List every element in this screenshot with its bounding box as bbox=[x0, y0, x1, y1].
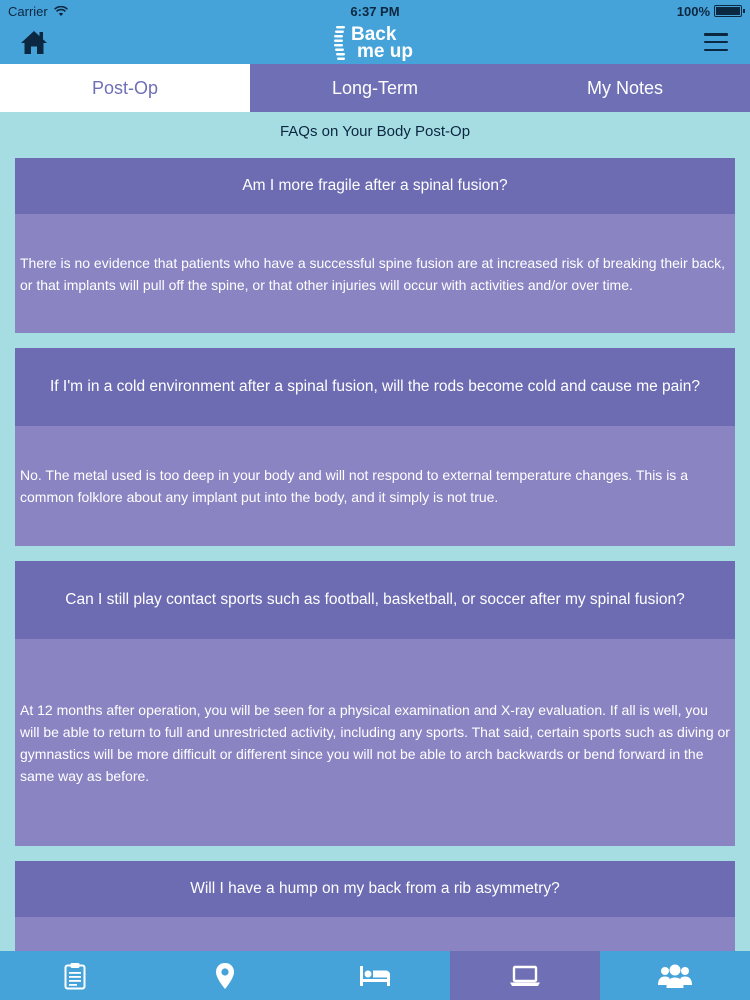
battery-percent: 100% bbox=[676, 3, 710, 19]
group-icon bbox=[658, 963, 692, 989]
status-bar bbox=[0, 0, 750, 22]
faq-card bbox=[15, 561, 735, 846]
bottom-tab-bar bbox=[0, 951, 750, 1000]
logo-line-1: Back bbox=[351, 24, 397, 45]
faq-card bbox=[15, 861, 735, 951]
faq-question[interactable]: Am I more fragile after a spinal fusion? bbox=[15, 158, 735, 214]
map-pin-icon bbox=[215, 962, 235, 990]
laptop-icon bbox=[509, 965, 541, 987]
tab-long-term[interactable]: Long-Term bbox=[250, 64, 500, 112]
home-icon bbox=[20, 29, 48, 55]
wifi-icon bbox=[54, 6, 68, 17]
tabbar-item-laptop[interactable] bbox=[450, 951, 600, 1000]
home-button[interactable] bbox=[20, 29, 48, 55]
spine-logo-icon bbox=[333, 24, 347, 62]
tabbar-item-bed[interactable] bbox=[300, 951, 450, 1000]
app-logo bbox=[333, 22, 413, 64]
clipboard-icon bbox=[64, 962, 86, 990]
battery-fill bbox=[716, 7, 740, 15]
faq-question[interactable]: Can I still play contact sports such as football, basketball, or soccer after my spinal fusion? bbox=[15, 561, 735, 639]
tabbar-item-clipboard[interactable] bbox=[0, 951, 150, 1000]
faq-question[interactable]: Will I have a hump on my back from a rib asymmetry? bbox=[15, 861, 735, 917]
tab-post-op[interactable]: Post-Op bbox=[0, 64, 250, 112]
tabbar-item-location[interactable] bbox=[150, 951, 300, 1000]
bed-icon bbox=[359, 965, 391, 987]
battery-group bbox=[677, 4, 742, 19]
status-time: 6:37 PM bbox=[350, 3, 400, 19]
faq-answer bbox=[15, 917, 735, 951]
tab-my-notes[interactable]: My Notes bbox=[500, 64, 750, 112]
menu-button[interactable] bbox=[704, 33, 728, 51]
faq-question[interactable]: If I'm in a cold environment after a spinal fusion, will the rods become cold and cause me pain? bbox=[15, 348, 735, 426]
hamburger-menu-icon bbox=[704, 33, 728, 36]
faq-answer: At 12 months after operation, you will be seen for a physical examination and X-ray evaluation. If all is well, you will be able to return to full and unrestricted activity, including any sports. That said, certain sports such as diving or gymnastics will be more difficult or different since you will not be able to arch backwards or bend forward in the same way as before. bbox=[20, 701, 730, 784]
battery-icon bbox=[714, 5, 742, 17]
faq-answer: No. The metal used is too deep in your body and will not respond to external temperature changes. This is a common folklore about any implant put into the body, and it simply is not true. bbox=[20, 467, 688, 505]
carrier-group bbox=[8, 4, 68, 19]
faq-card bbox=[15, 348, 735, 546]
segment-tabs bbox=[0, 64, 750, 112]
navigation-bar bbox=[0, 22, 750, 64]
faq-answer: There is no evidence that patients who have a successful spine fusion are at increased risk of breaking their back, or that implants will pull off the spine, or that other injuries will occur with activities and/or over time. bbox=[20, 254, 726, 293]
faq-card bbox=[15, 158, 735, 333]
tabbar-item-group[interactable] bbox=[600, 951, 750, 1000]
section-title: FAQs on Your Body Post-Op bbox=[279, 122, 471, 140]
carrier-label: Carrier bbox=[8, 3, 48, 19]
logo-line-2: me up bbox=[357, 41, 413, 62]
logo-text bbox=[351, 26, 413, 60]
